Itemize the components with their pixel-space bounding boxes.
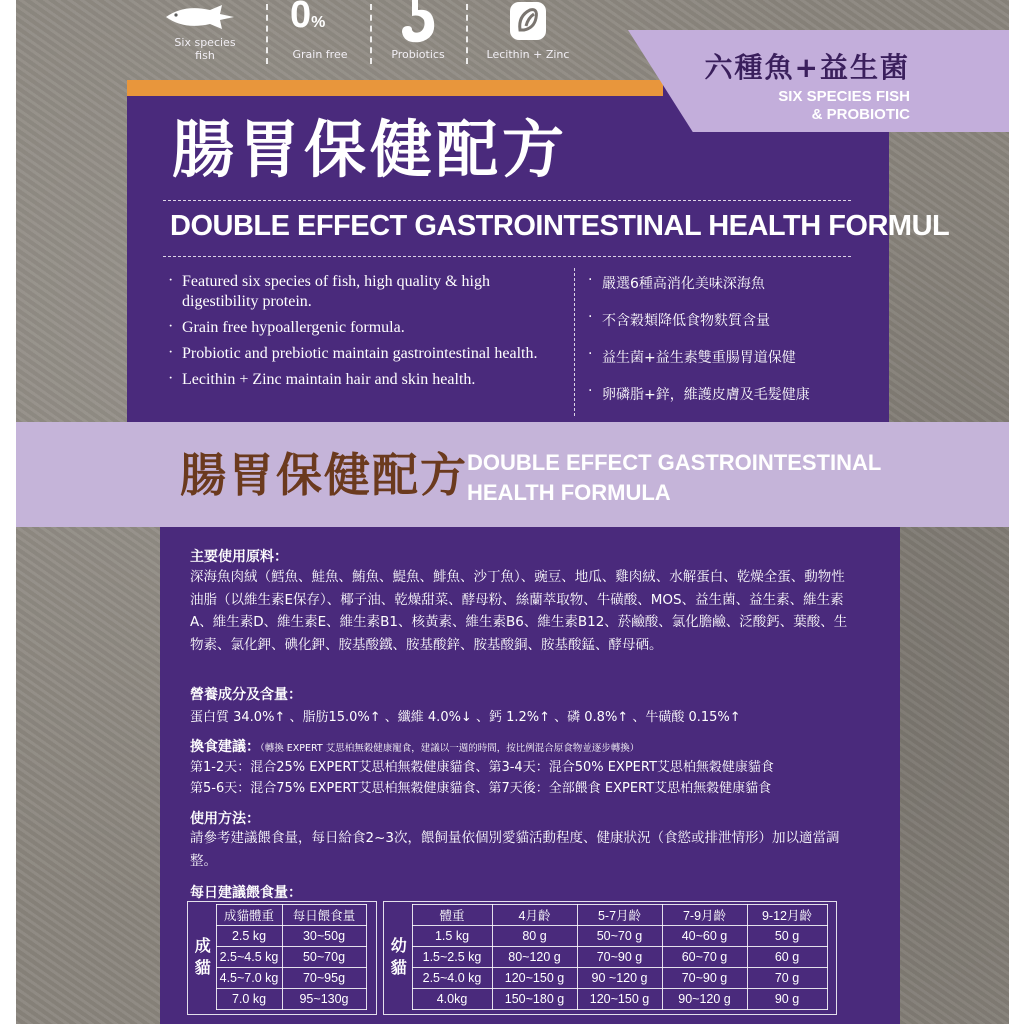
icon-six-species-fish xyxy=(160,0,250,72)
table-row xyxy=(386,947,827,968)
feature-item-en: · Probiotic and prebiotic maintain gastrointestinal health. xyxy=(168,344,563,364)
feature-item-zh: · 不含穀類降低食物麩質含量 xyxy=(588,310,878,347)
stomach-icon xyxy=(398,0,438,44)
table-cell: 70~95g xyxy=(282,968,366,989)
icon-label: Grain free xyxy=(292,48,348,61)
zero-percent-icon xyxy=(290,0,325,37)
table-cell: 7.0 kg xyxy=(216,989,282,1010)
divider-line xyxy=(163,200,851,201)
vertical-divider xyxy=(574,268,575,416)
icon-label: Lecithin + Zinc xyxy=(486,48,570,61)
transition-line-1: 第1-2天：混合25% EXPERT艾思柏無穀健康貓食、第3-4天：混合50% EXPERT艾思柏無穀健康貓食 xyxy=(190,760,774,775)
badge-en-line1: SIX SPECIES FISH xyxy=(778,88,910,105)
table-cell: 2.5~4.5 kg xyxy=(216,947,282,968)
table-row xyxy=(190,947,366,968)
table-cell: 2.5 kg xyxy=(216,926,282,947)
table-header: 4月齡 xyxy=(492,905,577,926)
icon-label: Probiotics xyxy=(391,48,445,61)
table-cell: 120~150 g xyxy=(577,989,662,1010)
icon-label: Six species fish xyxy=(174,36,236,62)
feature-item-zh: · 嚴選6種高消化美味深海魚 xyxy=(588,273,878,310)
table-row xyxy=(190,926,366,947)
table-header: 5-7月齡 xyxy=(577,905,662,926)
feature-item-en: · Grain free hypoallergenic formula. xyxy=(168,318,563,338)
feature-icon-strip xyxy=(160,0,600,72)
table-cell: 60 g xyxy=(747,947,827,968)
usage-text: 請參考建議餵食量，每日給食2~3次，餵飼量依個別愛貓活動程度、健康狀況（食慾或排泄情形）加以適當調整。 xyxy=(190,830,840,869)
table-cell: 50~70 g xyxy=(577,926,662,947)
table-row xyxy=(190,989,366,1010)
divider-line xyxy=(163,256,851,257)
table-cell: 2.5~4.0 kg xyxy=(412,968,492,989)
badge-title-zh: 六種魚+益生菌 xyxy=(704,51,910,84)
badge-en-line2: & PROBIOTIC xyxy=(811,106,910,123)
band-title-zh: 腸胃保健配方 xyxy=(180,448,468,502)
icon-probiotics xyxy=(378,0,458,72)
table-row xyxy=(190,968,366,989)
table-cell: 90 ~120 g xyxy=(577,968,662,989)
table-header-row xyxy=(386,905,827,926)
table-header: 7-9月齡 xyxy=(662,905,747,926)
table-cell: 30~50g xyxy=(282,926,366,947)
icon-divider xyxy=(466,4,468,64)
table-cell: 1.5~2.5 kg xyxy=(412,947,492,968)
table-cell: 70~90 g xyxy=(662,968,747,989)
table-cell: 90 g xyxy=(747,989,827,1010)
nutrition-heading: 營養成分及含量： xyxy=(190,687,302,703)
table-header: 成貓體重 xyxy=(216,905,282,926)
adult-feeding-table xyxy=(190,904,367,1010)
table-cell: 80~120 g xyxy=(492,947,577,968)
feature-item-zh: · 益生菌+益生素雙重腸胃道保健 xyxy=(588,347,878,384)
table-cell: 40~60 g xyxy=(662,926,747,947)
kitten-feeding-table xyxy=(386,904,828,1010)
nutrition-values: 蛋白質 34.0%↑ 、脂肪15.0%↑ 、纖維 4.0%↓ 、鈣 1.2%↑ 、磷 0.8%↑ 、牛磺酸 0.15%↑ xyxy=(190,710,741,725)
band-en-line2: HEALTH FORMULA xyxy=(467,480,671,505)
feature-item-zh: · 卵磷脂+鋅，維護皮膚及毛髮健康 xyxy=(588,384,878,421)
features-list-zh xyxy=(588,273,878,421)
ingredients-heading: 主要使用原料： xyxy=(190,549,288,565)
table-cell: 1.5 kg xyxy=(412,926,492,947)
table-cell: 150~180 g xyxy=(492,989,577,1010)
features-list-en xyxy=(168,272,563,396)
table-cell: 4.5~7.0 kg xyxy=(216,968,282,989)
table-header: 每日餵食量 xyxy=(282,905,366,926)
feeding-heading: 每日建議餵食量： xyxy=(190,885,302,901)
formula-title-zh: 腸胃保健配方 xyxy=(172,113,569,186)
usage-heading: 使用方法： xyxy=(190,811,260,827)
band-title-en xyxy=(467,448,881,508)
icon-divider xyxy=(370,4,372,64)
ingredients-text: 深海魚肉絨（鱈魚、鮭魚、鮪魚、鯷魚、鯡魚、沙丁魚）、豌豆、地瓜、雞肉絨、水解蛋白、乾燥全蛋、動物性油脂（以維生素E保存）、椰子油、乾燥甜菜、酵母粉、絲蘭萃取物、牛磺酸、MOS、益生菌、益生素、維生素A、維生素D、維生素E、維生素B1、核黃素、維生素B6、維生素B12、菸鹼酸、氯化膽鹼、泛酸鈣、葉酸、生物素、氯化鉀、碘化鉀、胺基酸鐵、胺基酸鋅、胺基酸銅、胺基酸錳、酵母硒。 xyxy=(190,569,848,653)
table-cell: 70 g xyxy=(747,968,827,989)
table-header-row xyxy=(190,905,366,926)
feature-item-en: · Lecithin + Zinc maintain hair and skin health. xyxy=(168,370,563,390)
table-cell: 60~70 g xyxy=(662,947,747,968)
feature-item-en: · Featured six species of fish, high quality & high digestibility protein. xyxy=(168,272,563,312)
table-header: 體重 xyxy=(412,905,492,926)
fish-icon xyxy=(164,2,236,32)
icon-lecithin-zinc xyxy=(478,0,578,72)
table-cell: 120~150 g xyxy=(492,968,577,989)
orange-accent-bar xyxy=(127,80,663,96)
table-cell: 50~70g xyxy=(282,947,366,968)
badge-title-en xyxy=(700,88,910,124)
kitten-side-label: 幼貓 xyxy=(390,936,407,977)
table-row xyxy=(386,989,827,1010)
table-row xyxy=(386,926,827,947)
transition-heading-line xyxy=(190,736,639,756)
icon-divider xyxy=(266,4,268,64)
band-en-line1: DOUBLE EFFECT GASTROINTESTINAL xyxy=(467,450,882,475)
formula-title-en: DOUBLE EFFECT GASTROINTESTINAL HEALTH FORMUL xyxy=(170,210,950,242)
table-cell: 50 g xyxy=(747,926,827,947)
percent-glyph: % xyxy=(311,14,326,31)
table-header: 9-12月齡 xyxy=(747,905,827,926)
lecithin-zinc-icon xyxy=(508,0,548,42)
table-cell: 90~120 g xyxy=(662,989,747,1010)
table-cell: 80 g xyxy=(492,926,577,947)
table-cell: 70~90 g xyxy=(577,947,662,968)
transition-line-2: 第5-6天：混合75% EXPERT艾思柏無穀健康貓食、第7天後：全部餵食 EXPERT艾思柏無穀健康貓食 xyxy=(190,781,772,796)
zero-glyph: 0 xyxy=(290,0,312,36)
table-row xyxy=(386,968,827,989)
transition-note: （轉換 EXPERT 艾思柏無穀健康寵食，建議以一週的時間，按比例混合原食物並逐步轉換） xyxy=(260,743,640,754)
adult-side-label: 成貓 xyxy=(194,936,211,977)
icon-grain-free xyxy=(280,0,360,72)
table-cell: 95~130g xyxy=(282,989,366,1010)
table-cell: 4.0kg xyxy=(412,989,492,1010)
transition-heading: 換食建議： xyxy=(190,739,260,755)
